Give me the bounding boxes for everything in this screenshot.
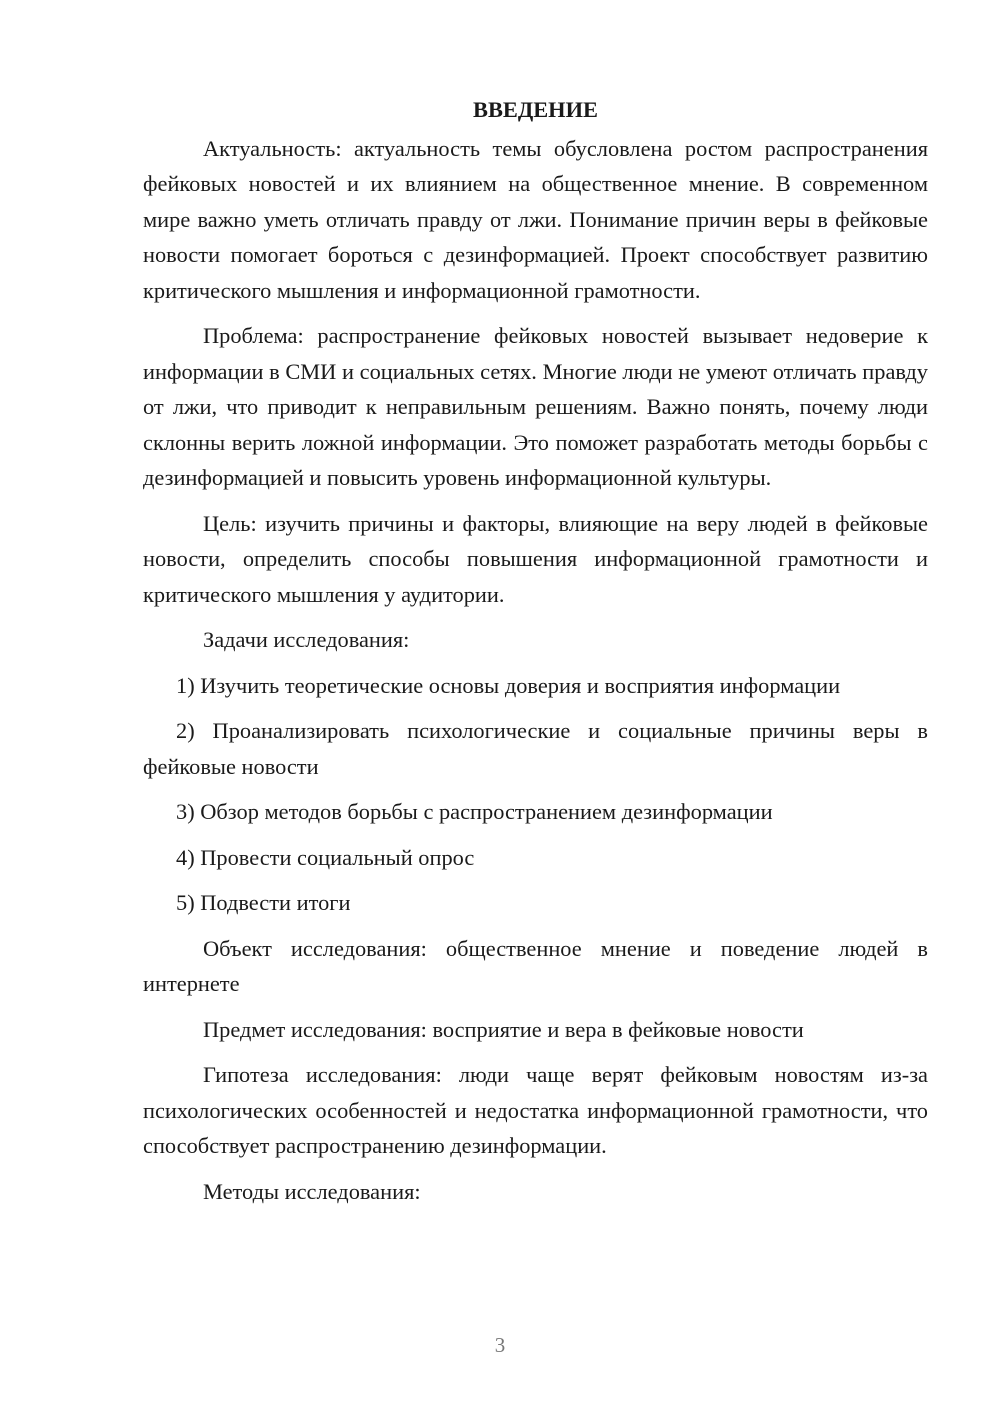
page-title: ВВЕДЕНИЕ [473,97,598,122]
object-paragraph: Объект исследования: общественное мнение и поведение людей в интернете [143,935,928,996]
goal-paragraph: Цель: изучить причины и факторы, влияющие на веру людей в фейковые новости, определить способы повышения информационной грамотности и критического мышления у аудитории. [143,510,928,607]
task-item-1: 1) Изучить теоретические основы доверия и восприятия информации [176,672,841,698]
problem-paragraph: Проблема: распространение фейковых новостей вызывает недоверие к информации в СМИ и социальных сетях. Многие люди не умеют отличать правду от лжи, что приводит к неправильным решениям. Важно понять, почему люди склонны верить ложной информации. Это поможет разработать методы борьбы с дезинформацией и повысить уровень информационной культуры. [143,323,928,490]
relevance-paragraph: Актуальность: актуальность темы обусловлена ростом распространения фейковых новостей и их влиянием на общественное мнение. В современном мире важно уметь отличать правду от лжи. Понимание причин веры в фейковые новости помогает бороться с дезинформацией. Проект способствует развитию критического мышления и информационной грамотности. [143,135,928,303]
task-item-3: 3) Обзор методов борьбы с распространением дезинформации [176,799,773,824]
page-number: 3 [494,1333,506,1357]
task-item-2: 2) Проанализировать психологические и социальные причины веры в фейковые новости [143,718,928,779]
subject-paragraph: Предмет исследования: восприятие и вера в фейковые новости [203,1016,804,1042]
task-item-5: 5) Подвести итоги [176,890,351,915]
hypothesis-paragraph: Гипотеза исследования: люди чаще верят фейковым новостям из-за психологических особенностей и недостатка информационной грамотности, что способствует распространению дезинформации. [143,1062,928,1158]
page-content [143,92,928,1219]
tasks-heading: Задачи исследования: [203,627,410,652]
task-item-4: 4) Провести социальный опрос [176,844,475,870]
methods-heading: Методы исследования: [203,1178,421,1204]
